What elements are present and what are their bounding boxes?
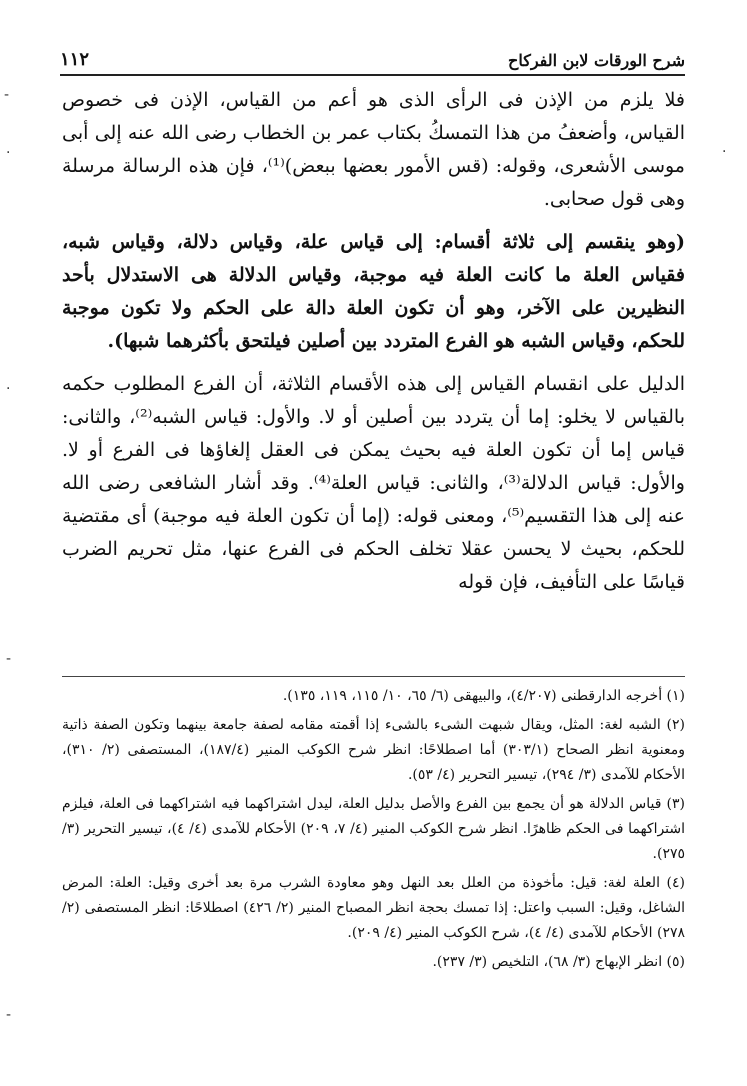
scan-mark: - — [6, 1007, 12, 1023]
scan-mark: - — [4, 87, 10, 103]
header-rule — [60, 74, 685, 76]
page-header — [60, 44, 685, 70]
running-title: شرح الورقات لابن الفركاح — [508, 51, 685, 70]
commentary-paragraph: الدليل على انقسام القياس إلى هذه الأقسام الثلاثة، أن الفرع المطلوب حكمه بالقياس لا يخلو: إما أن يتردد بين أصلين أو لا. والأول: قياس الشبه⁽²⁾، والثانى: قياس إما أن تكون العلة فيه بحيث يمكن فى العقل إلغاؤها فى الفرع أو لا. والأول: قياس الدلالة⁽³⁾، والثانى: قياس العلة⁽⁴⁾. وقد أشار الشافعى رضى الله عنه إلى هذا التقسيم⁽⁵⁾، ومعنى قوله: (إما أن تكون العلة فيه موجبة) أى مقتضية للحكم، بحيث لا يحسن عقلا تخلف الحكم فى الفرع عنها، مثل تحريم الضرب قياسًا على التأفيف، فإن قوله — [62, 373, 685, 593]
scan-mark: · — [6, 381, 11, 397]
footnote-item: (٤) العلة لغة: قيل: مأخوذة من العلل بعد النهل وهو معاودة الشرب مرة بعد أخرى وقيل: العلة: المرض الشاغل، وقيل: السبب واعتل: إذا تمسك بحجة انظر المصباح المنير (٢/ ٤٢٦) اصطلاحًا: انظر المستصفى (٢/ ٢٧٨) الأحكام للآمدى (٤/ ٤)، شرح الكوكب المنير (٤/ ٢٠٩). — [62, 875, 685, 941]
footnote-item: (١) أخرجه الدارقطنى (٤/٢٠٧)، والبيهقى (٦/ ٦٥، ١٠/ ١١٥، ١١٩، ١٣٥). — [282, 688, 685, 704]
page-number: ١١٢ — [60, 49, 90, 70]
footnote-item: (٢) الشبه لغة: المثل، ويقال شبهت الشىء بالشىء إذا أقمته مقامه لصفة جامعة بينهما وتكون الصفة ذاتية ومعنوية انظر الصحاح (٣٠٣/١) أما اصطلاحًا: انظر شرح الكوكب المنير (١٨٧/٤)، المستصفى (٢/ ٣١٠)، الأحكام للآمدى (٣/ ٢٩٤)، تيسير التحرير (٤/ ٥٣). — [62, 717, 685, 783]
main-text — [62, 84, 685, 599]
scan-mark: · — [6, 145, 11, 161]
footnote-item: (٥) انظر الإبهاج (٣/ ٦٨)، التلخيص (٣/ ٢٣٧). — [432, 954, 685, 970]
scan-mark: · — [722, 144, 727, 160]
footnotes — [62, 684, 685, 979]
commentary-paragraph: فلا يلزم من الإذن فى الرأى الذى هو أعم من القياس، الإذن فى خصوص القياس، وأضعفُ من هذا التمسكُ بكتاب عمر بن الخطاب رضى الله عنه إلى أبى موسى الأشعرى، وقوله: (قس الأمور بعضها ببعض)⁽¹⁾، فإن هذه الرسالة مرسلة وهى قول صحابى. — [62, 89, 685, 210]
footnote-rule — [62, 676, 685, 677]
scan-mark: - — [6, 651, 12, 667]
matn-paragraph: (وهو ينقسم إلى ثلاثة أقسام: إلى قياس علة، وقياس دلالة، وقياس شبه، فقياس العلة ما كانت العلة فيه موجبة، وقياس الدلالة هى الاستدلال بأحد النظيرين على الآخر، وهو أن تكون العلة دالة على الحكم ولا تكون موجبة للحكم، وقياس الشبه هو الفرع المتردد بين أصلين فيلتحق بأكثرهما شبها). — [62, 231, 685, 352]
footnote-item: (٣) قياس الدلالة هو أن يجمع بين الفرع والأصل بدليل العلة، ليدل اشتراكهما فيه اشتراكهما فى العلة، فيلزم اشتراكهما فى الحكم ظاهرًا. انظر شرح الكوكب المنير (٤/ ٧، ٢٠٩) الأحكام للآمدى (٤/ ٤)، تيسير التحرير (٣/ ٢٧٥). — [62, 796, 686, 862]
